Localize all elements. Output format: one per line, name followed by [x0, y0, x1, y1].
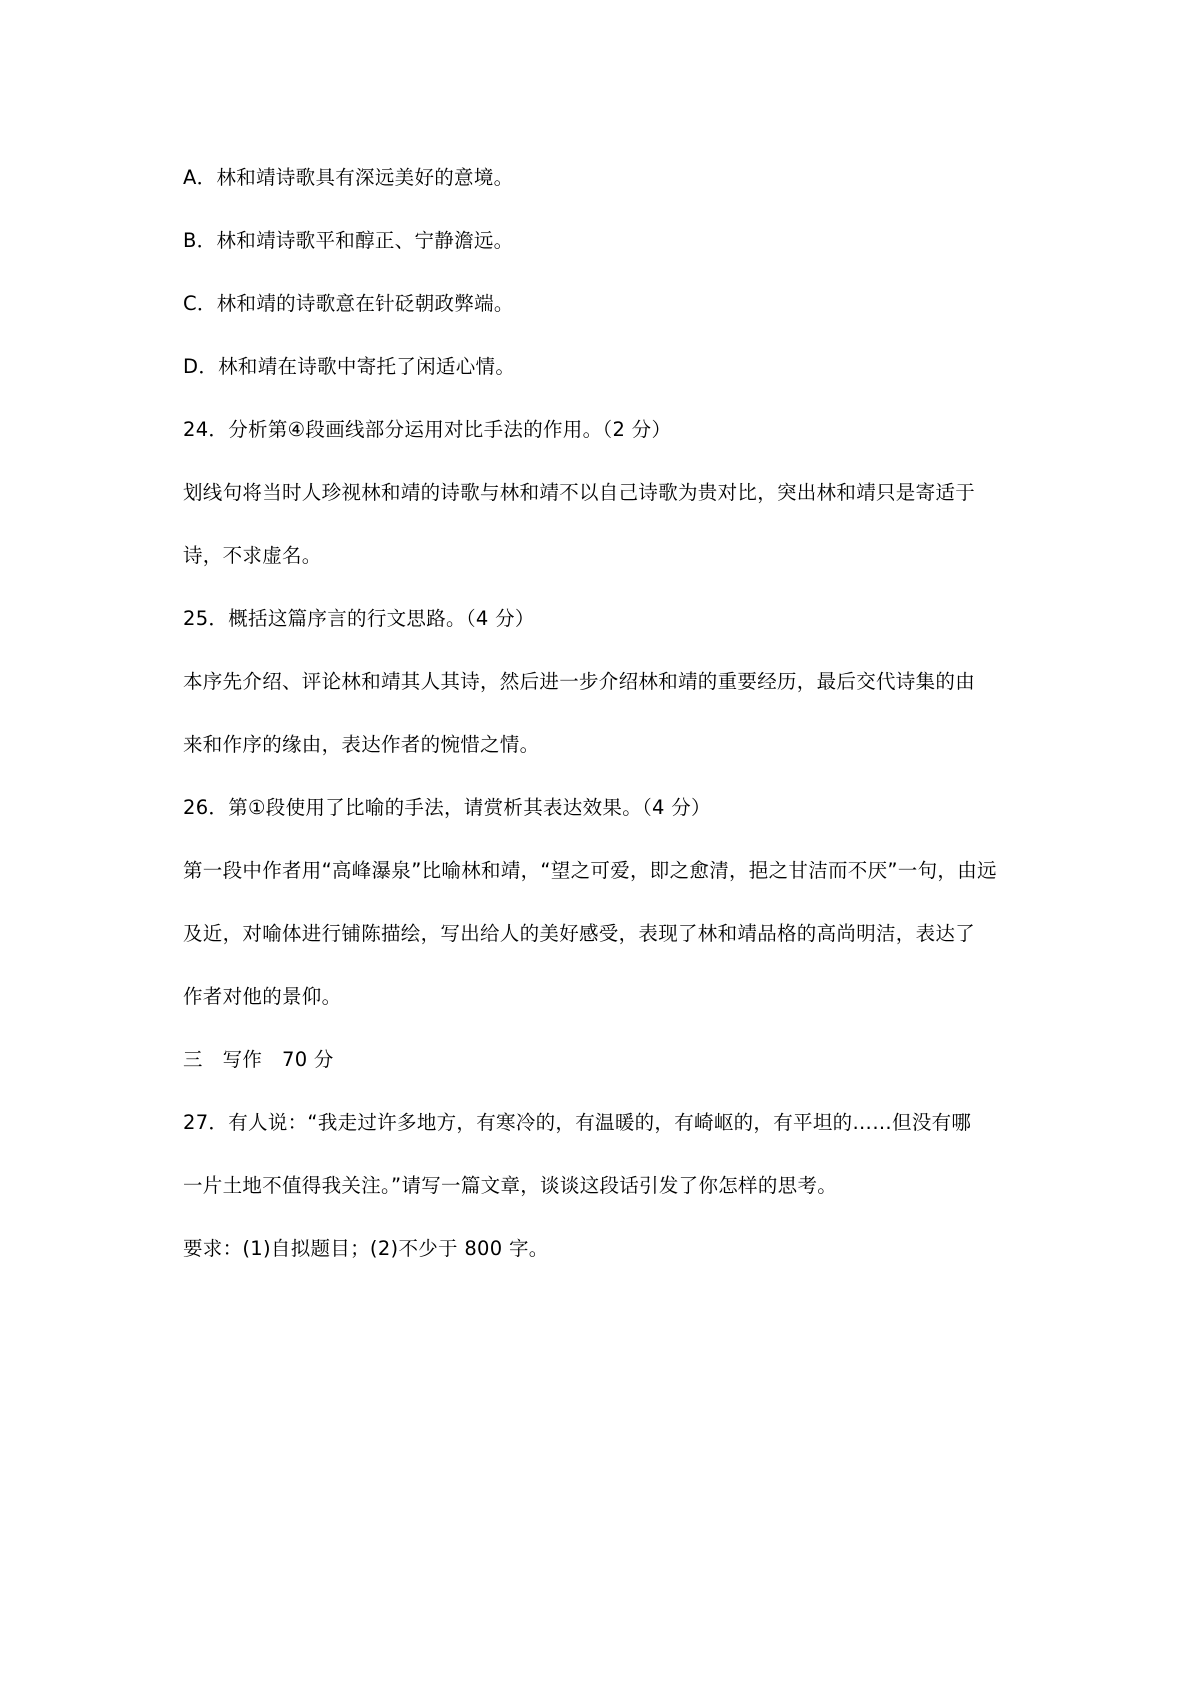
option-d: D．林和靖在诗歌中寄托了闲适心情。: [183, 355, 516, 378]
option-b: B．林和靖诗歌平和醇正、宁静澹远。: [183, 229, 514, 252]
option-a: A．林和靖诗歌具有深远美好的意境。: [183, 166, 514, 189]
answer-26-line-1: 第一段中作者用“高峰瀑泉”比喻林和靖，“望之可爱，即之愈清，挹之甘洁而不厌”一句，由远: [183, 859, 997, 882]
answer-24-line-1: 划线句将当时人珍视林和靖的诗歌与林和靖不以自己诗歌为贵对比，突出林和靖只是寄适于: [183, 481, 976, 504]
answer-26-line-2: 及近，对喻体进行铺陈描绘，写出给人的美好感受，表现了林和靖品格的高尚明洁，表达了: [183, 922, 976, 945]
section-writing-heading: 三 写作 70 分: [183, 1048, 334, 1071]
requirements: 要求：(1)自拟题目；(2)不少于 800 字。: [183, 1237, 549, 1260]
question-26: 26．第①段使用了比喻的手法，请赏析其表达效果。（4 分）: [183, 796, 711, 819]
question-27-line-1: 27．有人说：“我走过许多地方，有寒冷的，有温暖的，有崎岖的，有平坦的……但没有哪: [183, 1111, 972, 1134]
question-25: 25．概括这篇序言的行文思路。（4 分）: [183, 607, 535, 630]
answer-24-line-2: 诗，不求虚名。: [183, 544, 322, 567]
answer-25-line-1: 本序先介绍、评论林和靖其人其诗，然后进一步介绍林和靖的重要经历，最后交代诗集的由: [183, 670, 976, 693]
option-c: C．林和靖的诗歌意在针砭朝政弊端。: [183, 292, 514, 315]
answer-26-line-3: 作者对他的景仰。: [183, 985, 342, 1008]
question-27-line-2: 一片土地不值得我关注。”请写一篇文章，谈谈这段话引发了你怎样的思考。: [183, 1174, 838, 1197]
question-24: 24．分析第④段画线部分运用对比手法的作用。（2 分）: [183, 418, 672, 441]
answer-25-line-2: 来和作序的缘由，表达作者的惋惜之情。: [183, 733, 540, 756]
